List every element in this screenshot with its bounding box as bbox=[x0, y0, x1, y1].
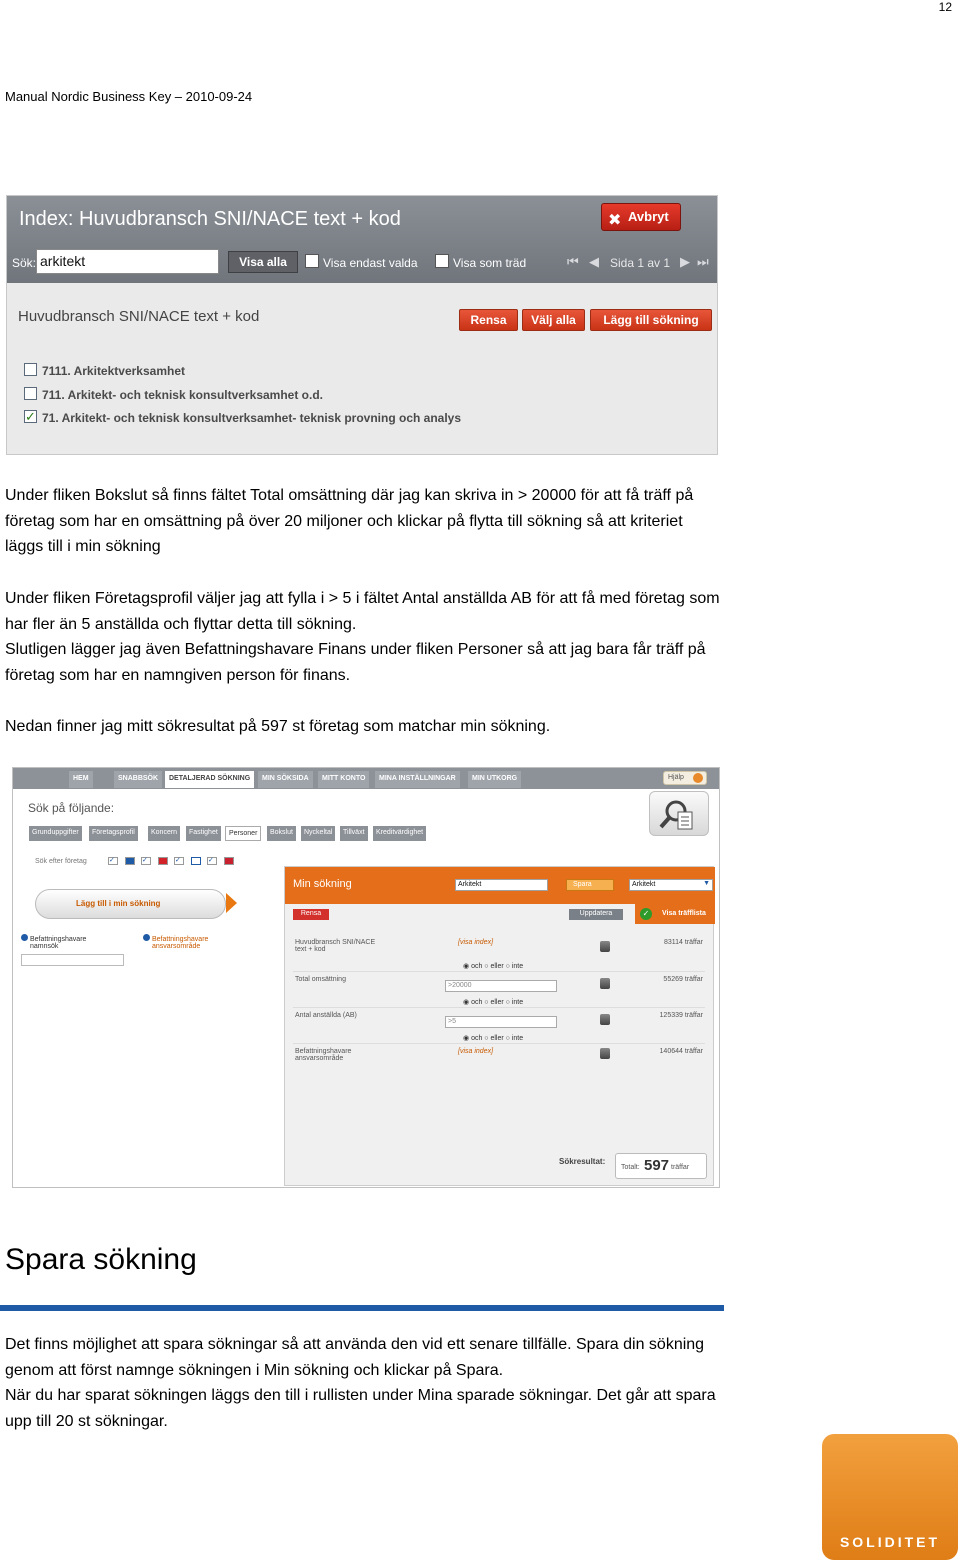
database-icon[interactable] bbox=[600, 1048, 610, 1059]
nav-tab-snabbsok[interactable]: SNABBSÖK bbox=[114, 771, 162, 788]
my-search-panel bbox=[284, 866, 714, 1186]
radio-eller: eller bbox=[490, 1035, 504, 1042]
database-icon[interactable] bbox=[600, 978, 610, 989]
tab-kreditvardighet[interactable]: Kreditvärdighet bbox=[373, 826, 427, 841]
tab-foretagsprofil[interactable]: Företagsprofil bbox=[89, 826, 139, 841]
criterion-label bbox=[295, 939, 375, 953]
detailed-search-screenshot bbox=[12, 767, 720, 1188]
tab-tillvaxt[interactable]: Tillväxt bbox=[340, 826, 369, 841]
checkbox-icon[interactable]: ✓ bbox=[207, 857, 217, 865]
checkbox-icon[interactable]: ✓ bbox=[141, 857, 151, 865]
next-page-icon[interactable]: ▶ bbox=[680, 254, 690, 269]
my-search-header bbox=[285, 867, 715, 904]
database-icon[interactable] bbox=[600, 1014, 610, 1025]
criterion-label: Antal anställda (AB) bbox=[295, 1012, 357, 1019]
help-button[interactable] bbox=[663, 771, 707, 785]
checkbox-icon[interactable]: ✓ bbox=[108, 857, 118, 865]
flag-dk-icon bbox=[158, 857, 168, 865]
total-count: 597 bbox=[644, 1157, 670, 1174]
nav-tab-min-utkorg[interactable]: MIN UTKORG bbox=[468, 771, 521, 788]
save-button[interactable]: Spara bbox=[566, 879, 614, 891]
logo-text: SOLIDITET bbox=[839, 1534, 941, 1550]
nav-tab-detaljerad-sokning[interactable]: DETALJERAD SÖKNING bbox=[165, 771, 254, 788]
boolean-radio-group[interactable]: ◉ och ○ eller ○ inte bbox=[463, 1035, 524, 1042]
boolean-radio-group[interactable]: ◉ och ○ eller ○ inte bbox=[463, 963, 524, 970]
list-item[interactable]: 71. Arkitekt- och teknisk konsultverksamhet- teknisk provning och analys bbox=[42, 411, 462, 425]
nav-tab-mitt-konto[interactable]: MITT KONTO bbox=[318, 771, 369, 788]
flag-no-icon bbox=[224, 857, 234, 865]
list-item[interactable]: 711. Arkitekt- och teknisk konsultverksamhet o.d. bbox=[42, 388, 323, 402]
saved-searches-dropdown[interactable] bbox=[629, 879, 713, 891]
show-all-button[interactable]: Visa alla bbox=[228, 251, 298, 273]
show-index-link[interactable]: [visa index] bbox=[458, 939, 494, 946]
tab-fastighet[interactable]: Fastighet bbox=[186, 826, 222, 841]
paragraph-personer: Slutligen lägger jag även Befattningshavare Finans under fliken Personer så att jag bara får träff på företag som har en namngiven person för finans. bbox=[5, 641, 706, 684]
paragraph-save-intro: Det finns möjlighet att spara sökningar så att använda den vid ett senare tillfälle. Spara din sökning genom att först namnge sökningen i Min sökning och klickar på Spara. bbox=[5, 1336, 705, 1379]
criterion-label bbox=[295, 1048, 351, 1062]
namnsok-input[interactable] bbox=[21, 954, 124, 966]
search-label: Sök: bbox=[12, 256, 37, 270]
paragraph-save-list: När du har sparat sökningen läggs den till i rullisten under Mina sparade sökningar. Det går att spara upp till 20 st sökningar. bbox=[5, 1387, 716, 1430]
search-heading: Sök på följande: bbox=[28, 801, 115, 815]
boolean-radio-group[interactable]: ◉ och ○ eller ○ inte bbox=[463, 999, 524, 1006]
index-subtitle: Huvudbransch SNI/NACE text + kod bbox=[18, 308, 260, 325]
info-label: Befattningshavare bbox=[152, 936, 209, 943]
play-icon bbox=[226, 893, 237, 913]
criterion-label: Total omsättning bbox=[295, 976, 346, 983]
total-box bbox=[615, 1153, 707, 1179]
radio-och: och bbox=[471, 999, 483, 1006]
help-label: Hjälp bbox=[668, 774, 684, 781]
anstallda-input[interactable]: >5 bbox=[445, 1016, 557, 1028]
tab-nyckeltal[interactable]: Nyckeltal bbox=[301, 826, 336, 841]
total-label: Totalt: bbox=[621, 1164, 640, 1171]
divider bbox=[293, 1007, 705, 1008]
tab-personer[interactable]: Personer bbox=[225, 826, 261, 841]
info-befattningshavare-ansvarsomrade[interactable] bbox=[143, 934, 208, 950]
document-header: Manual Nordic Business Key – 2010-09-24 bbox=[5, 89, 253, 104]
avbryt-label: Avbryt bbox=[628, 209, 669, 224]
list-item[interactable]: 7111. Arkitektverksamhet bbox=[42, 364, 185, 378]
page-number: 12 bbox=[938, 0, 952, 14]
radio-inte: inte bbox=[511, 963, 524, 970]
divider bbox=[293, 1043, 705, 1044]
criterion-name: Befattningshavare bbox=[295, 1048, 352, 1055]
rensa-button[interactable]: Rensa bbox=[293, 909, 329, 920]
info-befattningshavare-namnsok[interactable] bbox=[21, 934, 86, 950]
soliditet-logo bbox=[822, 1434, 958, 1560]
heading-rule bbox=[0, 1305, 724, 1311]
info-icon bbox=[21, 934, 28, 941]
flag-fi-icon bbox=[191, 857, 201, 865]
radio-och: och bbox=[471, 963, 483, 970]
show-index-link[interactable]: [visa index] bbox=[458, 1048, 494, 1055]
close-icon: ✖ bbox=[608, 212, 622, 229]
show-tree-label: Visa som träd bbox=[453, 256, 527, 270]
divider bbox=[293, 971, 705, 972]
total-suffix: träffar bbox=[671, 1164, 690, 1171]
info-label: Befattningshavare bbox=[30, 936, 87, 943]
database-icon[interactable] bbox=[600, 941, 610, 952]
help-icon bbox=[693, 773, 703, 783]
rensa-button[interactable]: Rensa bbox=[459, 309, 518, 331]
section-heading: Spara sökning bbox=[5, 1243, 197, 1276]
paragraph-bokslut: Under fliken Bokslut så finns fältet Total omsättning där jag kan skriva in > 20000 för att få träff på företag som har en omsättning på över 20 miljoner och klickar på flytta till sökning så att kriteriet läggs till i min sökning bbox=[5, 487, 694, 556]
criterion-sub: text + kod bbox=[295, 946, 326, 953]
show-tree-checkbox[interactable] bbox=[435, 254, 449, 268]
show-hits-button[interactable] bbox=[635, 904, 715, 924]
saved-searches-value: Arkitekt bbox=[632, 881, 656, 888]
criterion-name: Huvudbransch SNI/NACE bbox=[295, 939, 376, 946]
omsattning-input[interactable]: >20000 bbox=[445, 980, 557, 992]
add-to-search-button[interactable]: Lägg till sökning bbox=[590, 309, 712, 331]
paragraph-foretagsprofil: Under fliken Företagsprofil väljer jag att fylla i > 5 i fältet Antal anställda AB för att få med företag som har fler än 5 anställda och flyttar detta till sökning. bbox=[5, 590, 720, 633]
hit-count: 55269 träffar bbox=[663, 976, 703, 983]
check-icon: ✓ bbox=[640, 908, 652, 920]
dialog-title: Index: Huvudbransch SNI/NACE text + kod bbox=[19, 208, 401, 230]
radio-inte: inte bbox=[511, 1035, 524, 1042]
avbryt-button[interactable] bbox=[601, 203, 681, 231]
last-page-icon[interactable]: ⏭ bbox=[697, 254, 709, 269]
radio-eller: eller bbox=[490, 999, 504, 1006]
tab-koncern[interactable]: Koncern bbox=[148, 826, 181, 841]
magnifier-icon bbox=[649, 791, 709, 836]
nav-tab-min-soksida[interactable]: MIN SÖKSIDA bbox=[258, 771, 313, 788]
checkbox-icon[interactable]: ✓ bbox=[174, 857, 184, 865]
index-dialog-screenshot bbox=[6, 195, 718, 455]
show-hits-label: Visa träfflista bbox=[662, 910, 706, 917]
tab-grunduppgifter[interactable]: Grunduppgifter bbox=[29, 826, 83, 841]
prev-page-icon[interactable]: ◀ bbox=[589, 254, 599, 269]
tab-bokslut[interactable]: Bokslut bbox=[267, 826, 297, 841]
flag-se-icon bbox=[125, 857, 135, 865]
hit-count: 83114 träffar bbox=[663, 939, 703, 946]
nav-tab-mina-installningar[interactable]: MINA INSTÄLLNINGAR bbox=[375, 771, 460, 788]
search-name-input[interactable]: Arkitekt bbox=[455, 879, 548, 891]
hit-count: 125339 träffar bbox=[659, 1012, 703, 1019]
add-to-my-search-label: Lägg till i min sökning bbox=[76, 899, 161, 908]
select-all-button[interactable]: Välj alla bbox=[522, 309, 585, 331]
item-checkbox-checked[interactable]: ✓ bbox=[25, 409, 36, 424]
item-checkbox[interactable] bbox=[24, 387, 37, 400]
update-button[interactable]: Uppdatera bbox=[569, 909, 623, 920]
radio-och: och bbox=[471, 1035, 483, 1042]
first-page-icon[interactable]: ⏮ bbox=[567, 254, 579, 269]
criterion-sub: ansvarsområde bbox=[295, 1055, 344, 1062]
search-companies-label: Sök efter företag bbox=[35, 858, 87, 865]
radio-inte: inte bbox=[511, 999, 524, 1006]
show-selected-checkbox[interactable] bbox=[305, 254, 319, 268]
nav-tab-hem[interactable]: HEM bbox=[69, 771, 93, 788]
radio-eller: eller bbox=[490, 963, 504, 970]
info-icon bbox=[143, 934, 150, 941]
hit-count: 140644 träffar bbox=[659, 1048, 703, 1055]
show-selected-label: Visa endast valda bbox=[323, 256, 418, 270]
add-to-my-search-button[interactable] bbox=[35, 889, 226, 919]
item-checkbox[interactable] bbox=[24, 363, 37, 376]
my-search-title: Min sökning bbox=[293, 878, 352, 890]
page-indicator: Sida 1 av 1 bbox=[610, 256, 671, 270]
chevron-down-icon: ▼ bbox=[703, 880, 710, 887]
paragraph-result: Nedan finner jag mitt sökresultat på 597 st företag som matchar min sökning. bbox=[5, 718, 551, 735]
search-input[interactable]: arkitekt bbox=[36, 249, 219, 274]
info-sublabel: ansvarsområde bbox=[152, 943, 201, 950]
search-result-label: Sökresultat: bbox=[559, 1157, 606, 1166]
info-sublabel: namnsök bbox=[30, 943, 59, 950]
